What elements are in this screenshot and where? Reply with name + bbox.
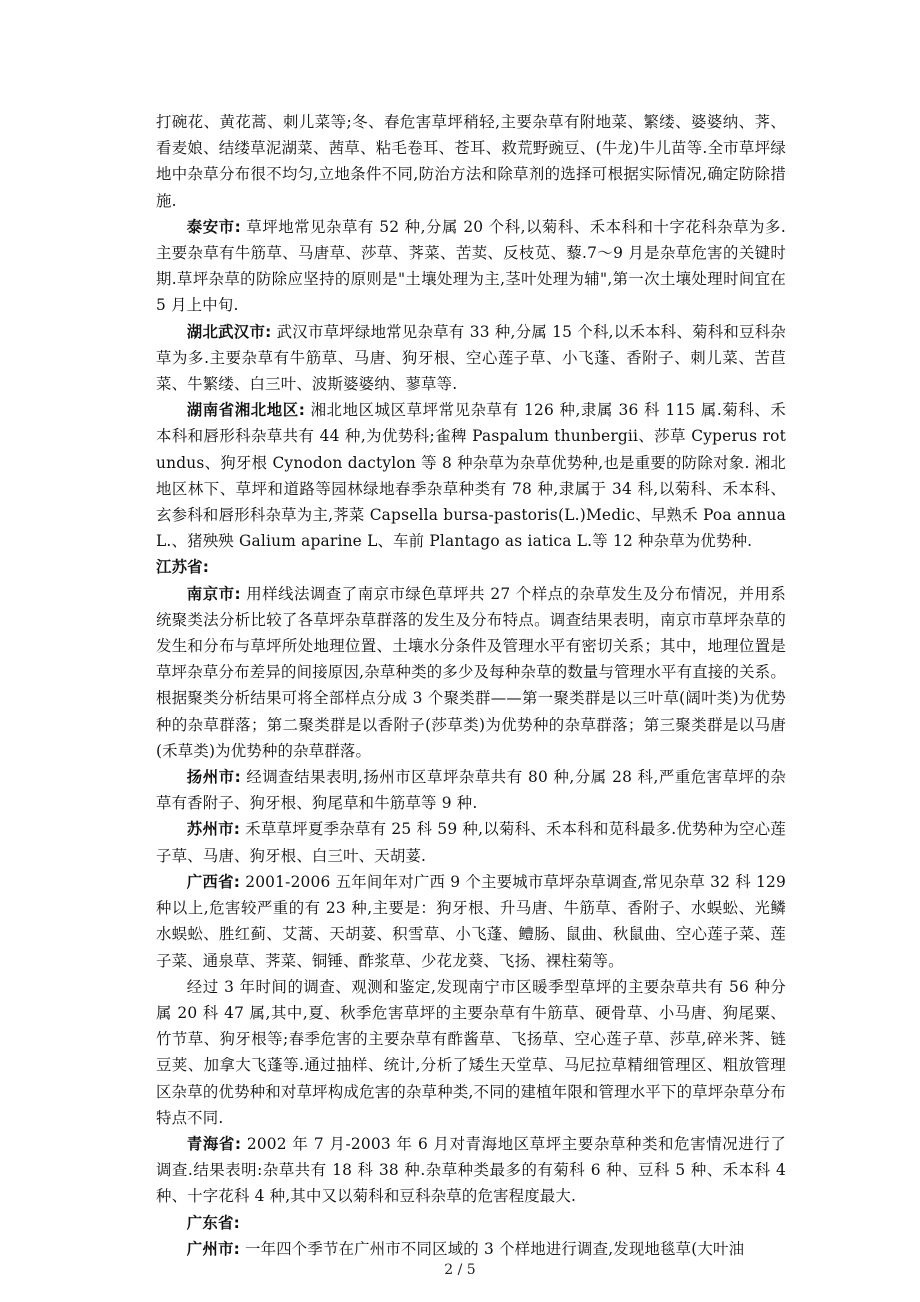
section-heading: [156, 1210, 786, 1236]
paragraph: [156, 869, 786, 974]
paragraph: [156, 109, 786, 214]
paragraph: [156, 581, 786, 764]
body-text: [156, 109, 786, 1262]
paragraph-text: 一年四个季节在广州市不同区域的 3 个样地进行调查,发现地毯草(大叶油: [239, 1239, 745, 1258]
region-label: 广东省:: [186, 1213, 240, 1232]
paragraph-text: 经调查结果表明,扬州市区草坪杂草共有 80 种,分属 28 科,严重危害草坪的杂草有香附子、狗牙根、狗尾草和牛筋草等 9 种.: [156, 768, 786, 813]
paragraph-text: 湘北地区城区草坪常见杂草有 126 种,隶属 36 科 115 属.菊科、禾本科和唇形科杂草共有 44 种,为优势科;雀稗 Paspalum thunbergii、莎草 Cyperus rotundus、狗牙根 Cynodon dactylon 等 8 种杂草为杂草优势种,也是重要的防除对象. 湘北地区林下、草坪和道路等园林绿地春季杂草种类有 78 种,隶属于 34 科,以菊科、禾本科、玄参科和唇形科杂草为主,荠菜 Capsella bursa-pastoris(L.)Medic、早熟禾 Poa annua L.、猪殃殃 Galium aparine L、车前 Plantago as iatica L.等 12 种杂草为优势种.: [156, 401, 786, 551]
paragraph: [156, 816, 786, 868]
region-label: 南京市:: [186, 584, 241, 603]
section-heading: [156, 554, 786, 580]
paragraph-text: 经过 3 年时间的调查、观测和鉴定,发现南宁市区暖季型草坪的主要杂草共有 56 种分属 20 科 47 属,其中,夏、秋季危害草坪的主要杂草有牛筋草、硬骨草、小马唐、狗尾粟、竹节草、狗牙根等;春季危害的主要杂草有酢酱草、飞扬草、空心莲子草、莎草,碎米荠、链豆荚、加拿大飞蓬等.通过抽样、统计,分析了矮生天堂草、马尼拉草精细管理区、粗放管理区杂草的优势种和对草坪构成危害的杂草种类,不同的建植年限和管理水平下的草坪杂草分布特点不同.: [156, 977, 786, 1127]
region-label: 泰安市:: [186, 217, 241, 236]
paragraph-text: 禾草草坪夏季杂草有 25 科 59 种,以菊科、禾本科和苋科最多.优势种为空心莲子草、马唐、狗牙根、白三叶、天胡荽.: [156, 820, 786, 865]
region-label: 湖北武汉市:: [186, 322, 272, 341]
paragraph-text: 用样线法调查了南京市绿色草坪共 27 个样点的杂草发生及分布情况，并用系统聚类法分析比较了各草坪杂草群落的发生及分布特点。调查结果表明，南京市草坪杂草的 发生和分布与草坪所处地理位置、土壤水分条件及管理水平有密切关系；其中，地理位置是草坪杂草分布差异的间接原因,杂草种类的多少及每种杂草的数量与管理水平有直接的关系。根据聚类分析结果可将全部样点分成 3 个聚类群——第一聚类群是以三叶草(阔叶类)为优势种的杂草群落；第二聚类群是以香附子(莎草类)为优势种的杂草群落；第三聚类群是以马唐(禾草类)为优势种的杂草群落。: [156, 584, 786, 760]
paragraph-text: 草坪地常见杂草有 52 种,分属 20 个科,以菊科、禾本科和十字花科杂草为多.主要杂草有牛筋草、马唐草、莎草、荠菜、苦荬、反枝苋、藜.7～9 月是杂草危害的关键时期.草坪杂草的防除应坚持的原则是"土壤处理为主,茎叶处理为辅",第一次土壤处理时间宜在 5 月上中旬.: [156, 217, 786, 315]
paragraph: [156, 214, 786, 319]
region-label: 广州市:: [186, 1239, 240, 1258]
paragraph: [156, 1236, 786, 1262]
region-label: 苏州市:: [186, 820, 241, 839]
paragraph-text: 2001-2006 五年间年对广西 9 个主要城市草坪杂草调查,常见杂草 32 科 129 种以上,危害较严重的有 23 种,主要是：狗牙根、升马唐、牛筋草、香附子、水蜈蚣、光鳞水蜈蚣、胜红蓟、艾蒿、天胡荽、积雪草、小飞蓬、鳢肠、鼠曲、秋鼠曲、空心莲子菜、莲子菜、通泉草、荠菜、铜锤、酢浆草、少花龙葵、飞扬、裸柱菊等。: [156, 872, 786, 970]
page-number: 2 / 5: [444, 1262, 476, 1278]
region-label: 青海省:: [186, 1134, 242, 1153]
region-label: 江苏省:: [156, 558, 210, 577]
region-label: 扬州市:: [186, 768, 241, 787]
paragraph-text: 2002 年 7 月-2003 年 6 月对青海地区草坪主要杂草种类和危害情况进行了调查.结果表明:杂草共有 18 科 38 种.杂草种类最多的有菊科 6 种、豆科 5 种、禾本科 4 种、十字花科 4 种,其中又以菊科和豆科杂草的危害程度最大.: [156, 1134, 786, 1206]
paragraph-text: 武汉市草坪绿地常见杂草有 33 种,分属 15 个科,以禾本科、菊科和豆科杂草为多.主要杂草有牛筋草、马唐、狗牙根、空心莲子草、小飞蓬、香附子、刺儿菜、苦苣 菜、牛繁缕、白三叶、波斯婆婆纳、蓼草等.: [156, 322, 787, 394]
region-label: 广西省:: [186, 872, 241, 891]
paragraph: [156, 764, 786, 816]
region-label: 湖南省湘北地区:: [186, 401, 306, 420]
paragraph: [156, 974, 786, 1131]
paragraph: [156, 1131, 786, 1210]
paragraph-text: 打碗花、黄花蒿、刺儿菜等;冬、春危害草坪稍轻,主要杂草有附地菜、繁缕、婆婆纳、荠、看麦娘、结缕草泥湖菜、茜草、粘毛卷耳、苍耳、救荒野豌豆、(牛龙)牛儿苗等.全市草坪绿地中杂草分布很不均匀,立地条件不同,防治方法和除草剂的选择可根据实际情况,确定防除措施.: [156, 113, 786, 210]
paragraph: [156, 319, 786, 398]
paragraph: [156, 397, 786, 554]
